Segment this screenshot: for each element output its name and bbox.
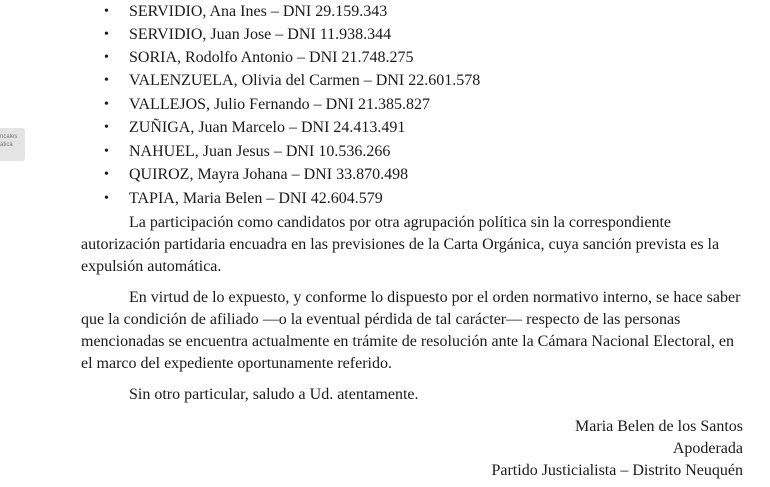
bullet: • (104, 120, 109, 135)
paragraph-status: En virtud de lo expuesto, y conforme lo dispuesto por el orden normativo interno, se hace saber que la condición de afiliado —o la eventual pérdida de tal carácter— respecto de las personas mencionadas se encuentra actualmente en trámite de resolución ante la Cámara Nacional Electoral, en el marco del expediente oportunamente referido. (81, 289, 741, 372)
signature-role: Apoderada (672, 440, 743, 457)
paragraph-closing: Sin otro particular, saludo a Ud. atentamente. (129, 386, 419, 403)
member-entry: TAPIA, Maria Belen – DNI 42.604.579 (129, 190, 383, 207)
member-entry: SERVIDIO, Ana Ines – DNI 29.159.343 (129, 3, 388, 20)
member-entry: SORIA, Rodolfo Antonio – DNI 21.748.275 (129, 49, 414, 66)
paragraph-participation: La participación como candidatos por otra agrupación política sin la correspondiente autorización partidaria encuadra en las previsiones de la Carta Orgánica, cuya sanción prevista es la expulsión automática. (81, 214, 720, 275)
side-tab-line-1: ncales (0, 134, 18, 140)
member-entry: VALLEJOS, Julio Fernando – DNI 21.385.827 (129, 96, 431, 113)
member-entry: QUIROZ, Mayra Johana – DNI 33.870.498 (129, 166, 409, 183)
member-entry: VALENZUELA, Olivia del Carmen – DNI 22.601.578 (129, 72, 481, 89)
member-entry: SERVIDIO, Juan Jose – DNI 11.938.344 (129, 26, 392, 43)
bullet: • (104, 50, 109, 65)
member-entry: NAHUEL, Juan Jesus – DNI 10.536.266 (129, 143, 391, 160)
bullet: • (104, 73, 109, 88)
bullet: • (104, 27, 109, 42)
signature-party: Partido Justicialista – Distrito Neuquén (491, 462, 743, 479)
member-entry: ZUÑIGA, Juan Marcelo – DNI 24.413.491 (129, 119, 406, 136)
side-panel-tab[interactable] (0, 128, 25, 161)
bullet: • (104, 191, 109, 206)
bullet: • (104, 167, 109, 182)
side-tab-line-2: ática (0, 142, 13, 148)
bullet: • (104, 97, 109, 112)
signature-name: Maria Belen de los Santos (575, 418, 743, 435)
bullet: • (104, 144, 109, 159)
bullet: • (104, 4, 109, 19)
